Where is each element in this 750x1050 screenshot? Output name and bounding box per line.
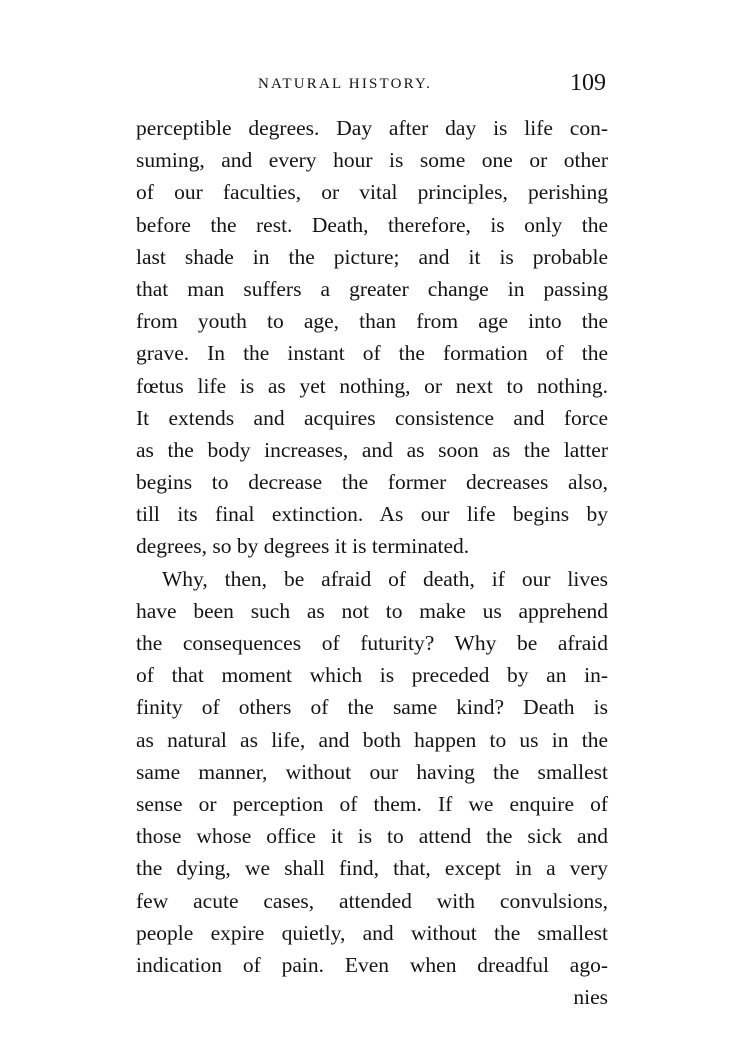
text-line: few acute cases, attended with convulsions, <box>136 888 608 913</box>
text-line: from youth to age, than from age into the <box>136 309 608 334</box>
body-text <box>136 112 608 1013</box>
text-line: as the body increases, and as soon as the latter <box>136 437 608 462</box>
text-line: begins to decrease the former decreases also, <box>136 470 608 495</box>
text-line: Why, then, be afraid of death, if our lives <box>162 566 608 591</box>
page-number: 109 <box>570 70 606 96</box>
text-line: grave. In the instant of the formation of the <box>136 341 608 366</box>
text-line: as natural as life, and both happen to us in the <box>136 727 608 752</box>
text-line: that man suffers a greater change in passing <box>136 276 608 301</box>
text-line: sense or perception of them. If we enquire of <box>136 791 608 816</box>
text-line: of that moment which is preceded by an in- <box>136 663 608 688</box>
text-line: before the rest. Death, therefore, is only the <box>136 212 608 237</box>
text-line: have been such as not to make us apprehend <box>136 598 608 623</box>
text-line: It extends and acquires consistence and force <box>136 405 608 430</box>
text-line: the consequences of futurity? Why be afraid <box>136 631 608 655</box>
text-line: indication of pain. Even when dreadful ago- <box>136 952 608 977</box>
text-line: till its final extinction. As our life begins by <box>136 502 608 527</box>
text-line: perceptible degrees. Day after day is life con- <box>136 116 608 140</box>
text-line: the dying, we shall find, that, except in a very <box>136 856 608 881</box>
text-line: those whose office it is to attend the sick and <box>136 824 608 849</box>
text-line: people expire quietly, and without the smallest <box>136 920 608 945</box>
text-line: last shade in the picture; and it is probable <box>136 244 608 269</box>
text-line: finity of others of the same kind? Death is <box>136 695 608 720</box>
text-line: of our faculties, or vital principles, perishing <box>136 180 608 205</box>
text-line: degrees, so by degrees it is terminated. <box>136 534 470 559</box>
running-head-title: NATURAL HISTORY. <box>258 76 433 92</box>
text-line: fœtus life is as yet nothing, or next to nothing. <box>136 373 608 398</box>
running-head <box>136 70 606 104</box>
text-line: same manner, without our having the smallest <box>136 759 608 784</box>
catchword: nies <box>573 985 608 1010</box>
text-line: suming, and every hour is some one or other <box>136 148 608 173</box>
